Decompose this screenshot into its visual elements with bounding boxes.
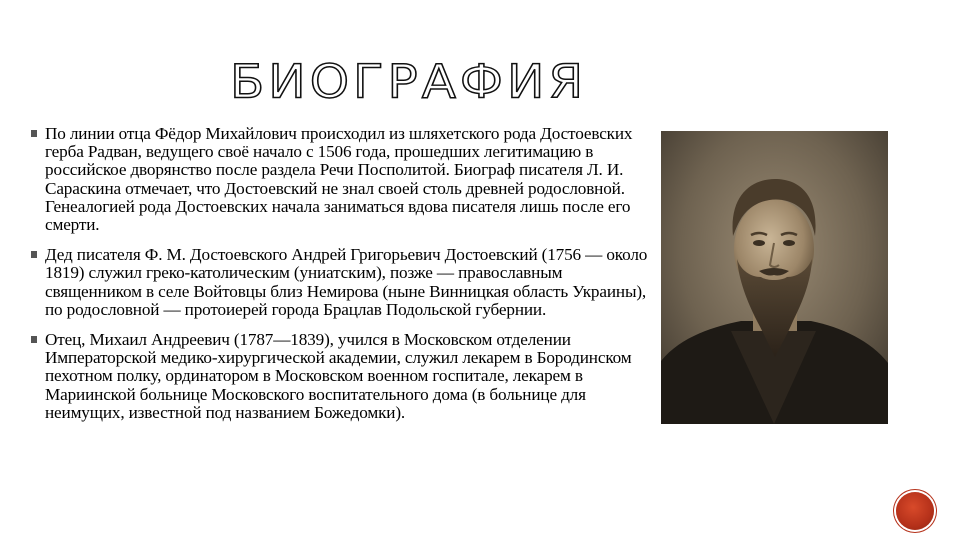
bullet-text: Дед писателя Ф. М. Достоевского Андрей Григорьевич Достоевский (1756 — около 1819) служил греко-католическим (униатским), позже — православным священником в селе Войтовцы близ Немирова (ныне Винницкая область Украины), по родословной — протоиерей города Брацлав Подольской губернии.	[45, 245, 648, 319]
square-bullet-icon	[31, 130, 37, 137]
bullet-item	[28, 125, 656, 234]
page-number-badge	[896, 492, 934, 530]
bullet-text: По линии отца Фёдор Михайлович происходил из шляхетского рода Достоевских герба Радван, ведущего своё начало с 1506 года, прошедших легитимацию в российское дворянство после раздела Речи Посполитой. Биограф писателя Л. И. Сараскина отмечает, что Достоевский не знал своей столь древней родословной. Генеалогией рода Достоевских начала заниматься вдова писателя лишь после его смерти.	[45, 124, 633, 235]
bullet-item	[28, 331, 656, 422]
bullet-item	[28, 246, 656, 319]
bullet-list	[28, 125, 656, 434]
bullet-text: Отец, Михаил Андреевич (1787—1839), учился в Московском отделении Императорской медико-хирургической академии, служил лекарем в Бородинском пехотном полку, ординатором в Московском военном госпитале, лекарем в Мариинской больнице Московского воспитательного дома (в больнице для неимущих, известной под названием Божедомки).	[45, 330, 632, 422]
slide-title: БИОГРАФИЯ	[230, 55, 588, 109]
portrait-photo	[661, 131, 888, 424]
square-bullet-icon	[31, 336, 37, 343]
square-bullet-icon	[31, 251, 37, 258]
portrait-illustration	[661, 131, 888, 424]
